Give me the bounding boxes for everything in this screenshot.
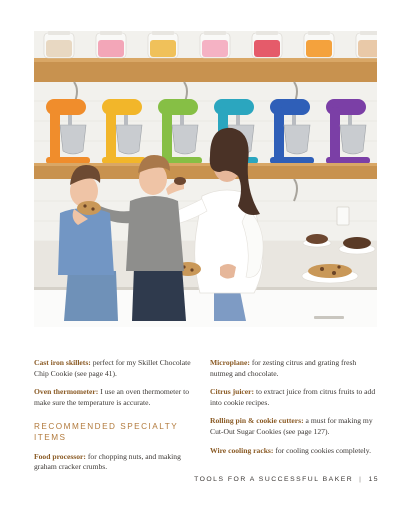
list-item-microplane: [210, 358, 378, 379]
candy-jar: [200, 31, 230, 58]
candy-jar: [304, 31, 334, 58]
section-heading-specialty-items: RECOMMENDED SPECIALTY ITEMS: [34, 422, 179, 442]
list-item-food-processor: [34, 452, 198, 473]
item-description: I use an oven thermometer to make sure the temperature is accurate.: [34, 387, 189, 407]
kitchen-photo: [34, 31, 377, 327]
item-description: a must for making my Cut-Out Sugar Cookies (see page 127).: [210, 416, 373, 436]
list-item-cast-iron-skillets: [34, 358, 198, 379]
page-footer: [194, 476, 379, 483]
right-text-column: [210, 358, 378, 464]
item-term: Rolling pin & cookie cutters:: [210, 416, 304, 426]
candy-jar: [44, 31, 74, 58]
list-item-citrus-juicer: [210, 387, 378, 408]
page-number: 15: [368, 476, 379, 483]
candy-jar: [252, 31, 282, 58]
item-term: Microplane:: [210, 358, 250, 367]
item-description: perfect for my Skillet Chocolate Chip Cookie (see page 41).: [34, 358, 191, 378]
item-term: Citrus juicer:: [210, 387, 255, 397]
list-item-oven-thermometer: [34, 387, 198, 408]
candy-jar: [96, 31, 126, 58]
item-description: for chopping nuts, and making graham cracker crumbs.: [34, 451, 181, 472]
item-term: Oven thermometer:: [34, 387, 99, 397]
item-description: to extract juice from citrus fruits to add into cookie recipes.: [210, 387, 376, 407]
footer-separator: |: [359, 476, 363, 483]
candy-jar: [148, 31, 178, 58]
list-item-rolling-pin: [210, 416, 378, 437]
item-description: for zesting citrus and grating fresh nutmeg and chocolate.: [210, 358, 357, 378]
kitchen-scene-illustration: [34, 31, 377, 327]
list-item-wire-cooling-racks: [210, 446, 378, 457]
item-term: Cast iron skillets:: [34, 358, 91, 367]
item-description: for cooling cookies completely.: [273, 445, 371, 455]
item-term: Wire cooling racks:: [210, 445, 274, 455]
candy-jar: [356, 31, 377, 58]
left-text-column: [34, 358, 198, 481]
item-term: Food processor:: [34, 451, 86, 461]
running-section-title: TOOLS FOR A SUCCESSFUL BAKER: [194, 476, 354, 483]
